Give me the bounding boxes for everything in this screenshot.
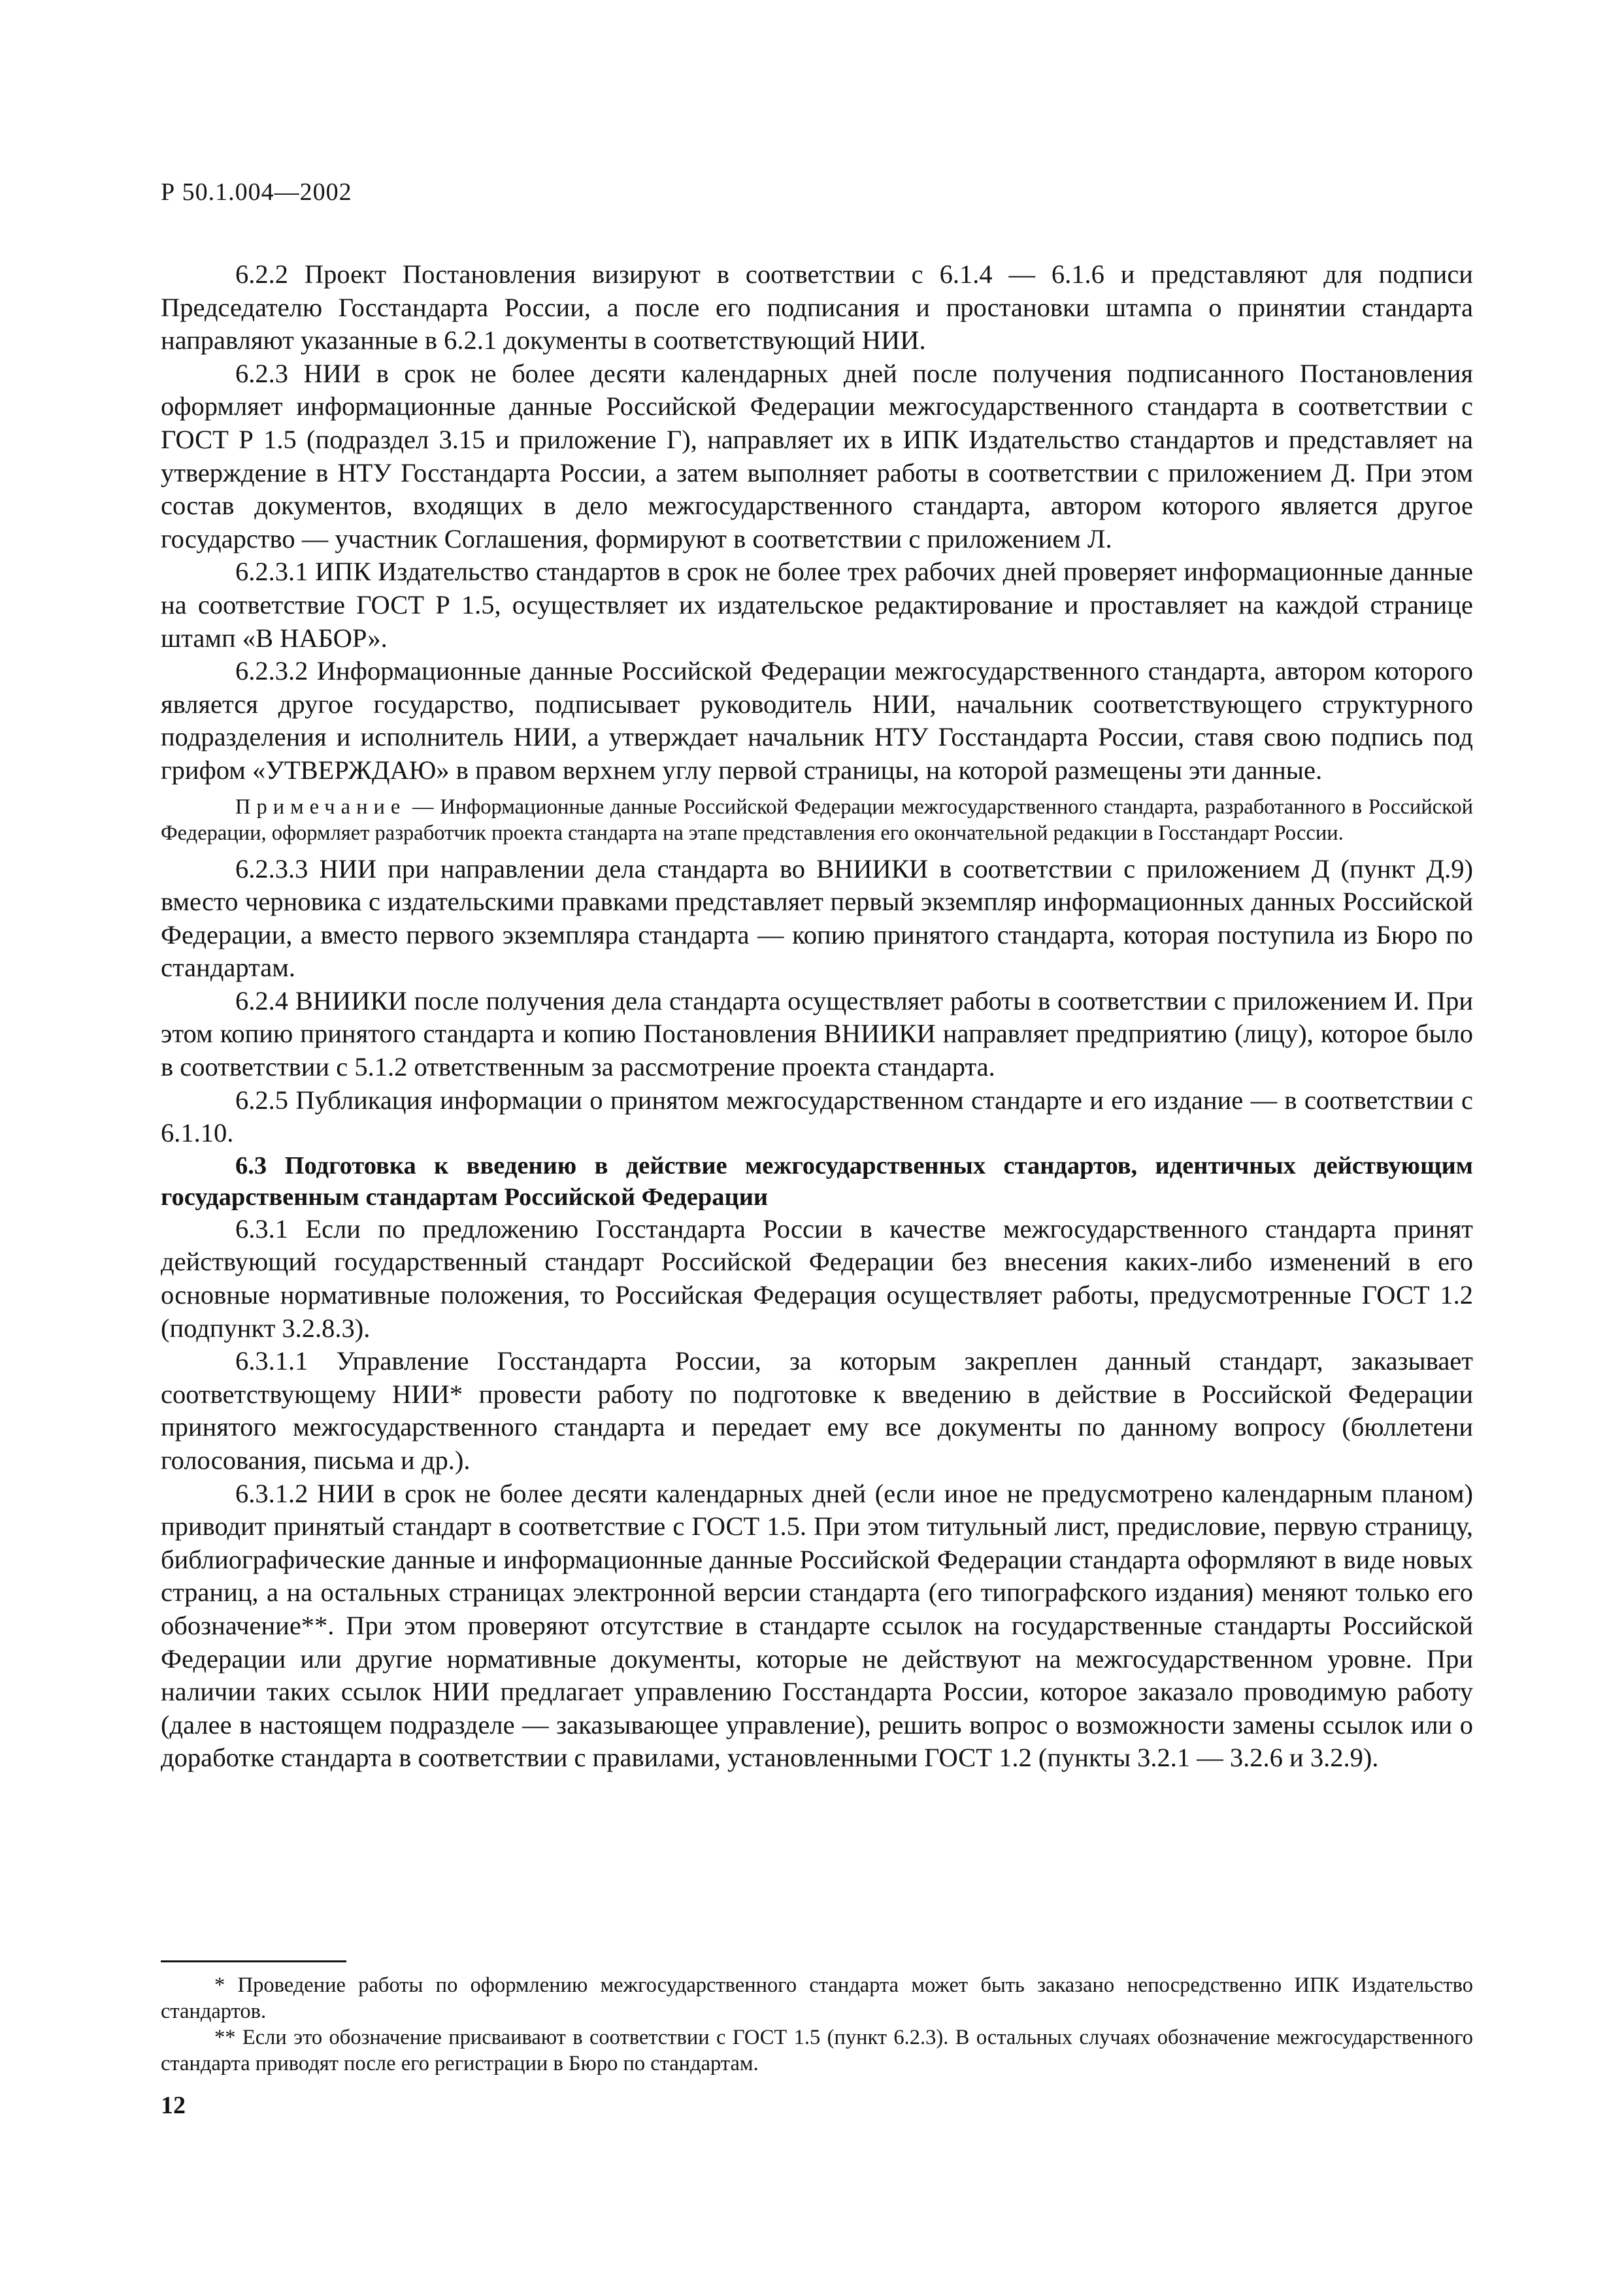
paragraph-6-3-1-2: 6.3.1.2 НИИ в срок не более десяти календарных дней (если иное не предусмотрено календарным планом) приводит принятый стандарт в соответствие с ГОСТ 1.5. При этом титульный лист, предисловие, первую страницу, библиографические данные и информационные данные Российской Федерации стандарта оформляют в виде новых страниц, а на остальных страницах электронной версии стандарта (его типографского издания) меняют только его обозначение**. При этом проверяют отсутствие в стандарте ссылок на государственные стандарты Российской Федерации или другие нормативные документы, которые не действуют на межгосударственном уровне. При наличии таких ссылок НИИ предлагает управлению Госстандарта России, которое заказало проводимую работу (далее в настоящем подразделе — заказывающее управление), решить вопрос о возможности замены ссылок или о доработке стандарта в соответствии с правилами, установленными ГОСТ 1.2 (пункты 3.2.1 — 3.2.6 и 3.2.9). bbox=[161, 1478, 1473, 1773]
paragraph-6-2-3-1: 6.2.3.1 ИПК Издательство стандартов в срок не более трех рабочих дней проверяет информационные данные на соответствие ГОСТ Р 1.5, осуществляет их издательское редактирование и проставляет на каждой странице штамп «В НАБОР». bbox=[161, 557, 1473, 653]
note-text: — Информационные данные Российской Федерации межгосударственного стандарта, разработанного в Российской Федерации, оформляет разработчик проекта стандарта на этапе представления его окончательной редакции в Госстандарт России. bbox=[161, 795, 1473, 845]
document-body bbox=[161, 258, 1473, 1775]
paragraph-6-2-5: 6.2.5 Публикация информации о принятом межгосударственном стандарте и его издание — в соответствии с 6.1.10. bbox=[161, 1085, 1473, 1148]
page-number: 12 bbox=[161, 2092, 186, 2119]
paragraph-6-3-1-1: 6.3.1.1 Управление Госстандарта России, за которым закреплен данный стандарт, заказывает соответствующему НИИ* провести работу по подготовке к введению в действие в Российской Федерации принятого межгосударственного стандарта и передает ему все документы по данному вопросу (бюллетени голосования, письма и др.). bbox=[161, 1346, 1473, 1475]
document-designation: Р 50.1.004—2002 bbox=[161, 178, 352, 206]
note bbox=[161, 794, 1473, 846]
footnote-1: * Проведение работы по оформлению межгосударственного стандарта может быть заказано непосредственно ИПК Издательство стандартов. bbox=[161, 1973, 1473, 2023]
paragraph-6-3-1: 6.3.1 Если по предложению Госстандарта России в качестве межгосударственного стандарта принят действующий государственный стандарт Российской Федерации без внесения каких-либо изменений в его основные нормативные положения, то Российская Федерация осуществляет работы, предусмотренные ГОСТ 1.2 (подпункт 3.2.8.3). bbox=[161, 1213, 1473, 1343]
paragraph-6-2-3-2: 6.2.3.2 Информационные данные Российской Федерации межгосударственного стандарта, автором которого является другое государство, подписывает руководитель НИИ, начальник соответствующего структурного подразделения и исполнитель НИИ, а утверждает начальник НТУ Госстандарта России, ставя свою подпись под грифом «УТВЕРЖДАЮ» в правом верхнем углу первой страницы, на которой размещены эти данные. bbox=[161, 656, 1473, 785]
paragraph-6-2-2: 6.2.2 Проект Постановления визируют в соответствии с 6.1.4 — 6.1.6 и представляют для подписи Председателю Госстандарта России, а после его подписания и простановки штампа о принятии стандарта направляют указанные в 6.2.1 документы в соответствующий НИИ. bbox=[161, 259, 1473, 355]
paragraph-6-2-4: 6.2.4 ВНИИКИ после получения дела стандарта осуществляет работы в соответствии с приложением И. При этом копию принятого стандарта и копию Постановления ВНИИКИ направляет предприятию (лицу), которое было в соответствии с 5.1.2 ответственным за рассмотрение проекта стандарта. bbox=[161, 985, 1473, 1082]
section-heading-6-3: 6.3 Подготовка к введению в действие межгосударственных стандартов, идентичных действующим государственным стандартам Российской Федерации bbox=[161, 1151, 1473, 1211]
footnote-divider bbox=[161, 1960, 346, 1962]
footnotes bbox=[161, 1972, 1473, 2077]
footnote-2: ** Если это обозначение присваивают в соответствии с ГОСТ 1.5 (пункт 6.2.3). В остальных случаях обозначение межгосударственного стандарта приводят после его регистрации в Бюро по стандартам. bbox=[161, 2026, 1473, 2075]
note-label: Примечание bbox=[235, 795, 406, 819]
paragraph-6-2-3: 6.2.3 НИИ в срок не более десяти календарных дней после получения подписанного Постановления оформляет информационные данные Российской Федерации межгосударственного стандарта в соответствии с ГОСТ Р 1.5 (подраздел 3.15 и приложение Г), направляет их в ИПК Издательство стандартов и представляет на утверждение в НТУ Госстандарта России, а затем выполняет работы в соответствии с приложением Д. При этом состав документов, входящих в дело межгосударственного стандарта, автором которого является другое государство — участник Соглашения, формируют в соответствии с приложением Л. bbox=[161, 358, 1473, 553]
paragraph-6-2-3-3: 6.2.3.3 НИИ при направлении дела стандарта во ВНИИКИ в соответствии с приложением Д (пункт Д.9) вместо черновика с издательскими правками представляет первый экземпляр информационных данных Российской Федерации, а вместо первого экземпляра стандарта — копию принятого стандарта, которая поступила из Бюро по стандартам. bbox=[161, 853, 1473, 983]
